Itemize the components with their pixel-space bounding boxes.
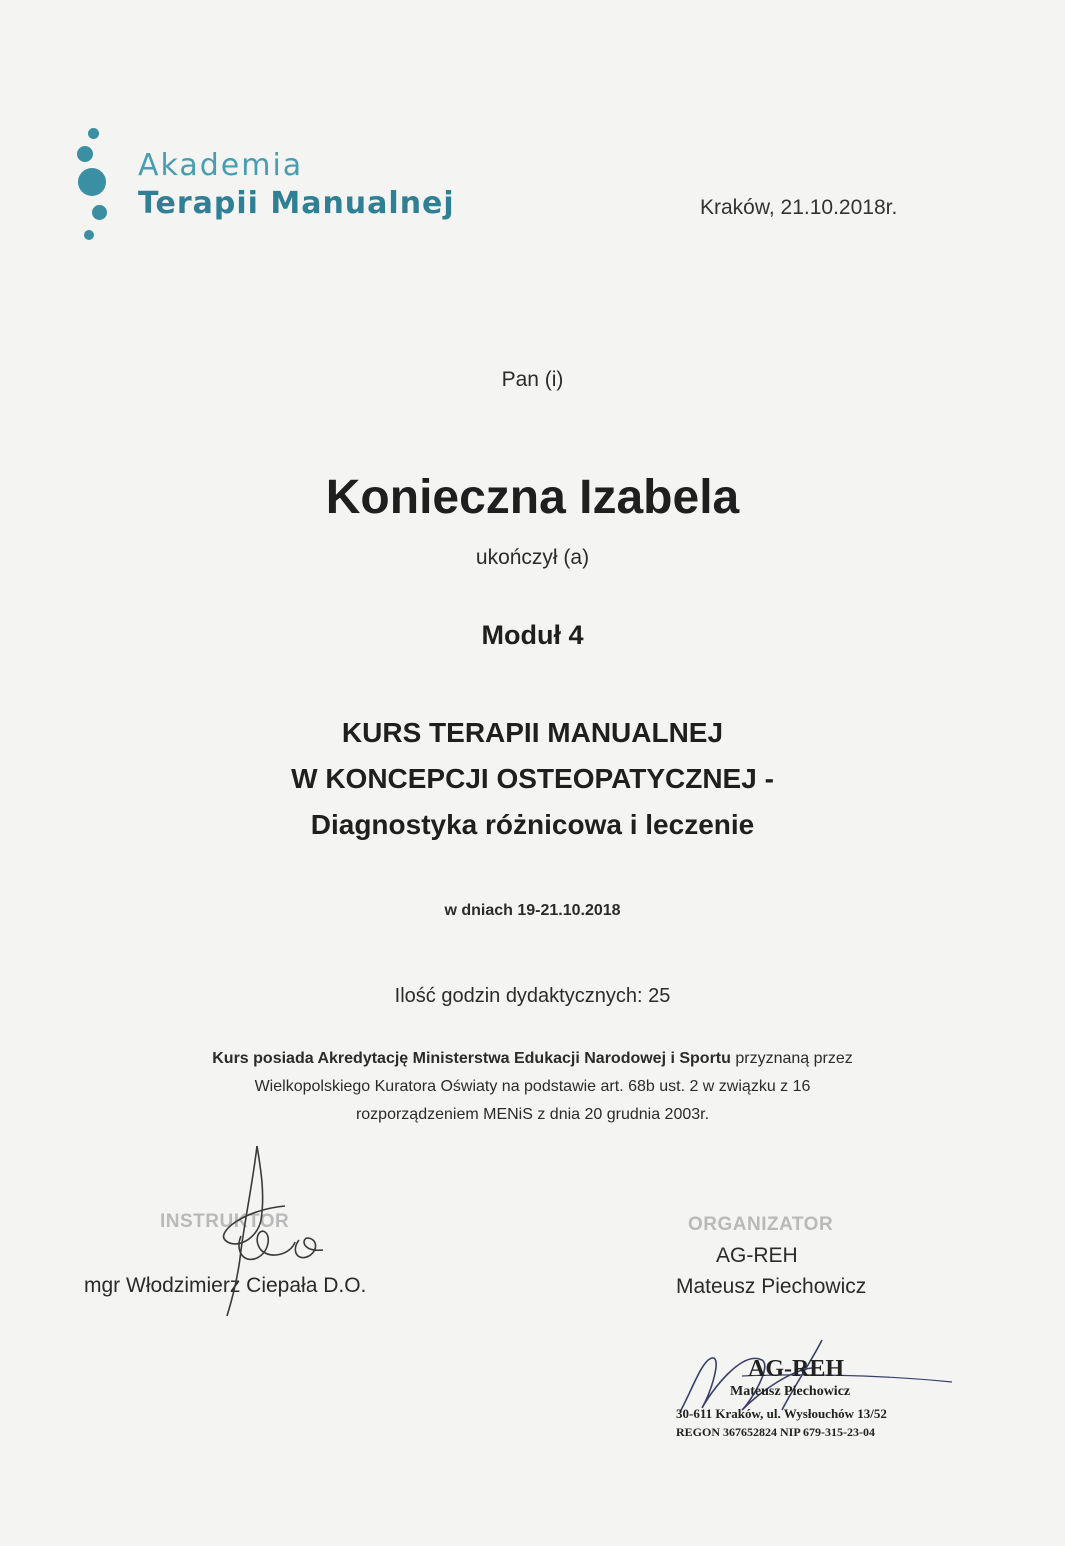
course-title (0, 710, 1065, 848)
course-title-line-2: W KONCEPCJI OSTEOPATYCZNEJ - (291, 763, 774, 794)
logo-text-terapii-manualnej: Terapii Manualnej (138, 186, 455, 221)
accreditation-line-2: Wielkopolskiego Kuratora Oświaty na podstawie art. 68b ust. 2 w związku z 16 (254, 1078, 811, 1095)
completed-text: ukończył (a) (475, 546, 590, 569)
course-title-line-1: KURS TERAPII MANUALNEJ (341, 717, 724, 748)
module-title: Moduł 4 (481, 620, 584, 650)
organizer-company: AG-REH (716, 1244, 798, 1267)
accreditation-line-3: rozporządzeniem MENiS z dnia 20 grudnia 2003r. (355, 1106, 710, 1123)
logo-text-akademia: Akademia (138, 148, 304, 183)
course-dates: w dniach 19-21.10.2018 (444, 902, 621, 919)
stamp-person: Mateusz Piechowicz (730, 1384, 851, 1399)
recipient-name: Konieczna Izabela (325, 471, 740, 524)
organizer-person: Mateusz Piechowicz (676, 1275, 867, 1298)
accreditation-bold: Kurs posiada Akredytację Ministerstwa Edukacji Narodowej i Sportu (212, 1050, 731, 1067)
salutation: Pan (i) (501, 368, 564, 391)
instructor-signature (195, 1140, 345, 1320)
issue-date: Kraków, 21.10.2018r. (700, 196, 898, 219)
instructor-label: INSTRUKTOR (160, 1211, 290, 1232)
academy-logo (72, 124, 492, 254)
organizer-label: ORGANIZATOR (688, 1214, 834, 1235)
logo-dots-icon (72, 124, 112, 254)
instructor-name: mgr Włodzimierz Ciepała D.O. (84, 1274, 367, 1297)
stamp-title: AG-REH (748, 1356, 844, 1382)
course-title-line-3: Diagnostyka różnicowa i leczenie (310, 809, 755, 840)
stamp-address: 30-611 Kraków, ul. Wysłouchów 13/52 (676, 1406, 887, 1421)
teaching-hours: Ilość godzin dydaktycznych: 25 (394, 985, 671, 1007)
accreditation-note (0, 1045, 1065, 1129)
accreditation-line-1 (0, 1045, 1065, 1073)
accreditation-rest: przyznaną przez (730, 1050, 853, 1067)
stamp-ids: REGON 367652824 NIP 679-315-23-04 (676, 1425, 875, 1439)
